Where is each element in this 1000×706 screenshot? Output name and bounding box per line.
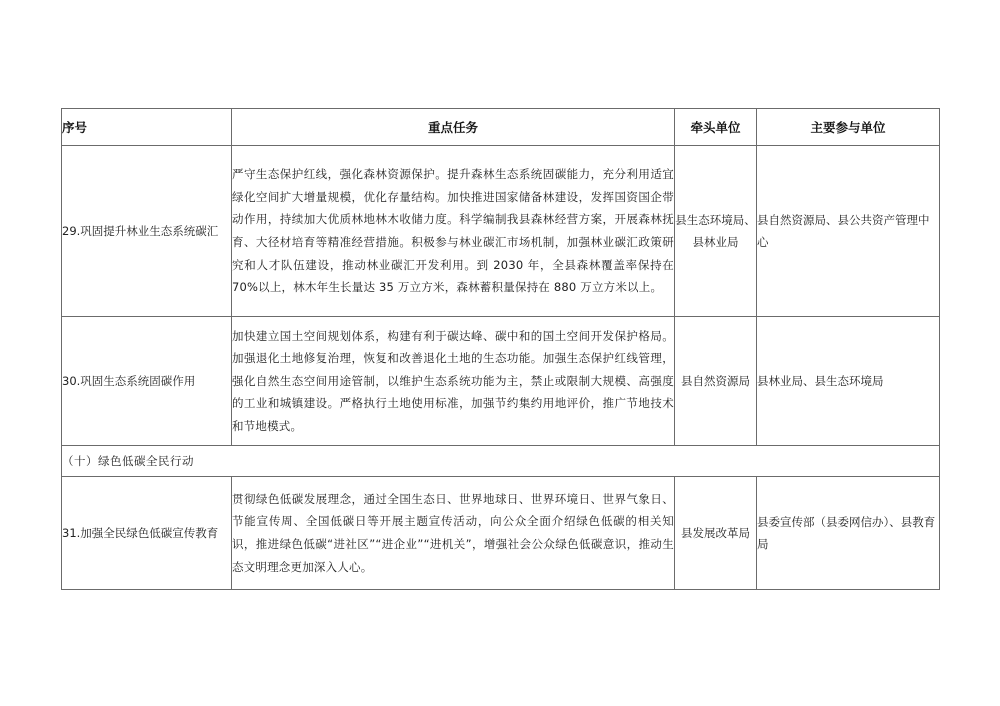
table-header-row: [62, 109, 940, 146]
row-participants: 县林业局、县生态环境局: [757, 317, 940, 446]
row-lead: 县生态环境局、县林业局: [675, 146, 757, 317]
task-table: [61, 108, 940, 590]
row-seq: 31.加强全民绿色低碳宣传教育: [62, 477, 232, 590]
table-row: [62, 146, 940, 317]
row-lead: 县自然资源局: [675, 317, 757, 446]
table-row: [62, 477, 940, 590]
row-task: 加快建立国土空间规划体系，构建有利于碳达峰、碳中和的国土空间开发保护格局。加强退化土地修复治理，恢复和改善退化土地的生态功能。加强生态保护红线管理，强化自然生态空间用途管制，以维护生态系统功能为主，禁止或限制大规模、高强度的工业和城镇建设。严格执行土地使用标准，加强节约集约用地评价，推广节地技术和节地模式。: [232, 317, 675, 446]
row-participants: 县委宣传部（县委网信办）、县教育局: [757, 477, 940, 590]
header-participants: 主要参与单位: [757, 109, 940, 146]
header-task: 重点任务: [232, 109, 675, 146]
row-task: 贯彻绿色低碳发展理念，通过全国生态日、世界地球日、世界环境日、世界气象日、节能宣传周、全国低碳日等开展主题宣传活动，向公众全面介绍绿色低碳的相关知识，推进绿色低碳“进社区”“进企业”“进机关”，增强社会公众绿色低碳意识，推动生态文明理念更加深入人心。: [232, 477, 675, 590]
row-seq: 29.巩固提升林业生态系统碳汇: [62, 146, 232, 317]
row-participants: 县自然资源局、县公共资产管理中心: [757, 146, 940, 317]
header-seq: 序号: [62, 109, 232, 146]
row-task: 严守生态保护红线，强化森林资源保护。提升森林生态系统固碳能力，充分利用适宜绿化空间扩大增量规模，优化存量结构。加快推进国家储备林建设，发挥国资国企带动作用，持续加大优质林地林木收储力度。科学编制我县森林经营方案，开展森林抚育、大径材培育等精准经营措施。积极参与林业碳汇市场机制，加强林业碳汇政策研究和人才队伍建设，推动林业碳汇开发利用。到 2030 年，全县森林覆盖率保持在 70%以上，林木年生长量达 35 万立方米，森林蓄积量保持在 880 万立方米以上。: [232, 146, 675, 317]
header-lead: 牵头单位: [675, 109, 757, 146]
row-lead: 县发展改革局: [675, 477, 757, 590]
section-row: [62, 446, 940, 477]
row-seq: 30.巩固生态系统固碳作用: [62, 317, 232, 446]
table-row: [62, 317, 940, 446]
section-title: （十）绿色低碳全民行动: [62, 446, 940, 477]
